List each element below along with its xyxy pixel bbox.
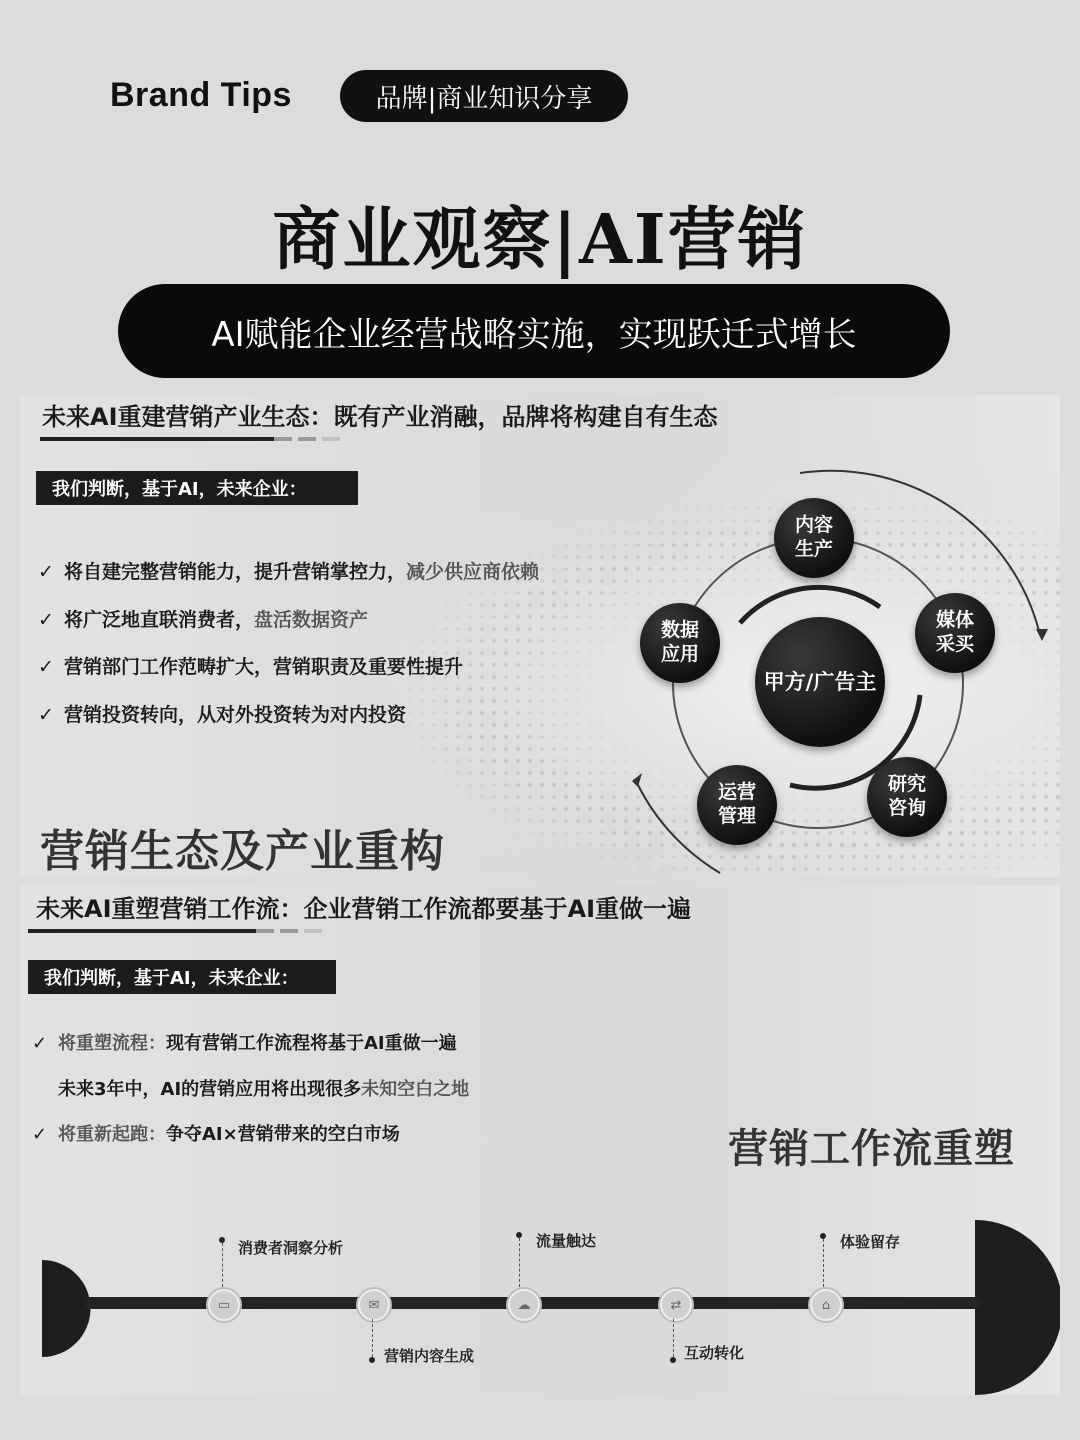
node-operations: 运营 管理 — [697, 765, 777, 845]
node-data: 数据 应用 — [640, 603, 720, 683]
timeline-stem — [673, 1319, 674, 1357]
bullet-item: ✓ 营销部门工作范畴扩大，营销职责及重要性提升 — [38, 656, 464, 678]
check-icon: ✓ — [38, 656, 54, 678]
subtitle-banner: AI赋能企业经营战略实施，实现跃迁式增长 — [118, 284, 950, 378]
timeline-icon: ⌂ — [810, 1289, 842, 1321]
workflow-panel — [20, 885, 1060, 1395]
check-icon: ✓ — [38, 704, 54, 726]
node-research: 研究 咨询 — [867, 757, 947, 837]
timeline-stem — [519, 1238, 520, 1287]
timeline-icon: ⇄ — [660, 1289, 692, 1321]
section-label: 营销工作流重塑 — [728, 1126, 1015, 1172]
bullet-item: ✓ 营销投资转向，从对外投资转为对内投资 — [38, 704, 407, 726]
timeline-label: 流量触达 — [536, 1232, 597, 1250]
bullet-continuation: 未来3年中，AI的营销应用将出现很多未知空白之地 — [58, 1079, 470, 1100]
timeline-icon: ▭ — [208, 1289, 240, 1321]
timeline-stem — [222, 1243, 223, 1287]
timeline-stem — [372, 1319, 373, 1357]
timeline-track — [20, 1185, 1060, 1395]
heading-dash — [298, 437, 316, 441]
judgement-tag: 我们判断，基于AI，未来企业： — [28, 960, 336, 994]
brand-title: Brand Tips — [110, 76, 292, 114]
check-icon: ✓ — [38, 609, 54, 631]
heading-underline — [40, 437, 286, 441]
heading-dash — [274, 437, 292, 441]
heading-dash — [280, 929, 298, 933]
timeline-icon: ✉ — [358, 1289, 390, 1321]
timeline-label: 互动转化 — [684, 1344, 745, 1362]
judgement-tag: 我们判断，基于AI，未来企业： — [36, 471, 358, 505]
check-icon: ✓ — [32, 1033, 48, 1054]
timeline-dot — [369, 1357, 375, 1363]
heading-underline — [28, 929, 256, 933]
ecosystem-panel — [20, 395, 1060, 877]
section-label: 营销生态及产业重构 — [40, 826, 445, 877]
heading-dash — [322, 437, 340, 441]
page-title: 商业观察|AI营销 — [272, 200, 808, 280]
center-node: 甲方/广告主 — [755, 617, 885, 747]
check-icon: ✓ — [38, 561, 54, 583]
timeline-dot — [670, 1357, 676, 1363]
bullet-item: ✓ 将重新起跑：争夺AI×营销带来的空白市场 — [32, 1124, 400, 1145]
node-content: 内容 生产 — [774, 498, 854, 578]
heading-dash — [304, 929, 322, 933]
timeline-label: 营销内容生成 — [384, 1347, 475, 1365]
bullet-item: ✓ 将重塑流程：现有营销工作流程将基于AI重做一遍 — [32, 1033, 457, 1054]
section-heading: 未来AI重建营销产业生态：既有产业消融，品牌将构建自有生态 — [42, 403, 718, 431]
bullet-item: ✓ 将广泛地直联消费者，盘活数据资产 — [38, 609, 369, 631]
section-heading: 未来AI重塑营销工作流：企业营销工作流都要基于AI重做一遍 — [36, 895, 692, 923]
timeline-icon: ☁ — [508, 1289, 540, 1321]
node-media: 媒体 采买 — [915, 593, 995, 673]
check-icon: ✓ — [32, 1124, 48, 1145]
timeline-stem — [823, 1239, 824, 1287]
bullet-item: ✓ 将自建完整营销能力，提升营销掌控力，减少供应商依赖 — [38, 561, 540, 583]
brand-pill: 品牌|商业知识分享 — [340, 70, 628, 122]
timeline-label: 消费者洞察分析 — [238, 1239, 344, 1257]
heading-dash — [256, 929, 274, 933]
timeline-label: 体验留存 — [840, 1233, 901, 1251]
